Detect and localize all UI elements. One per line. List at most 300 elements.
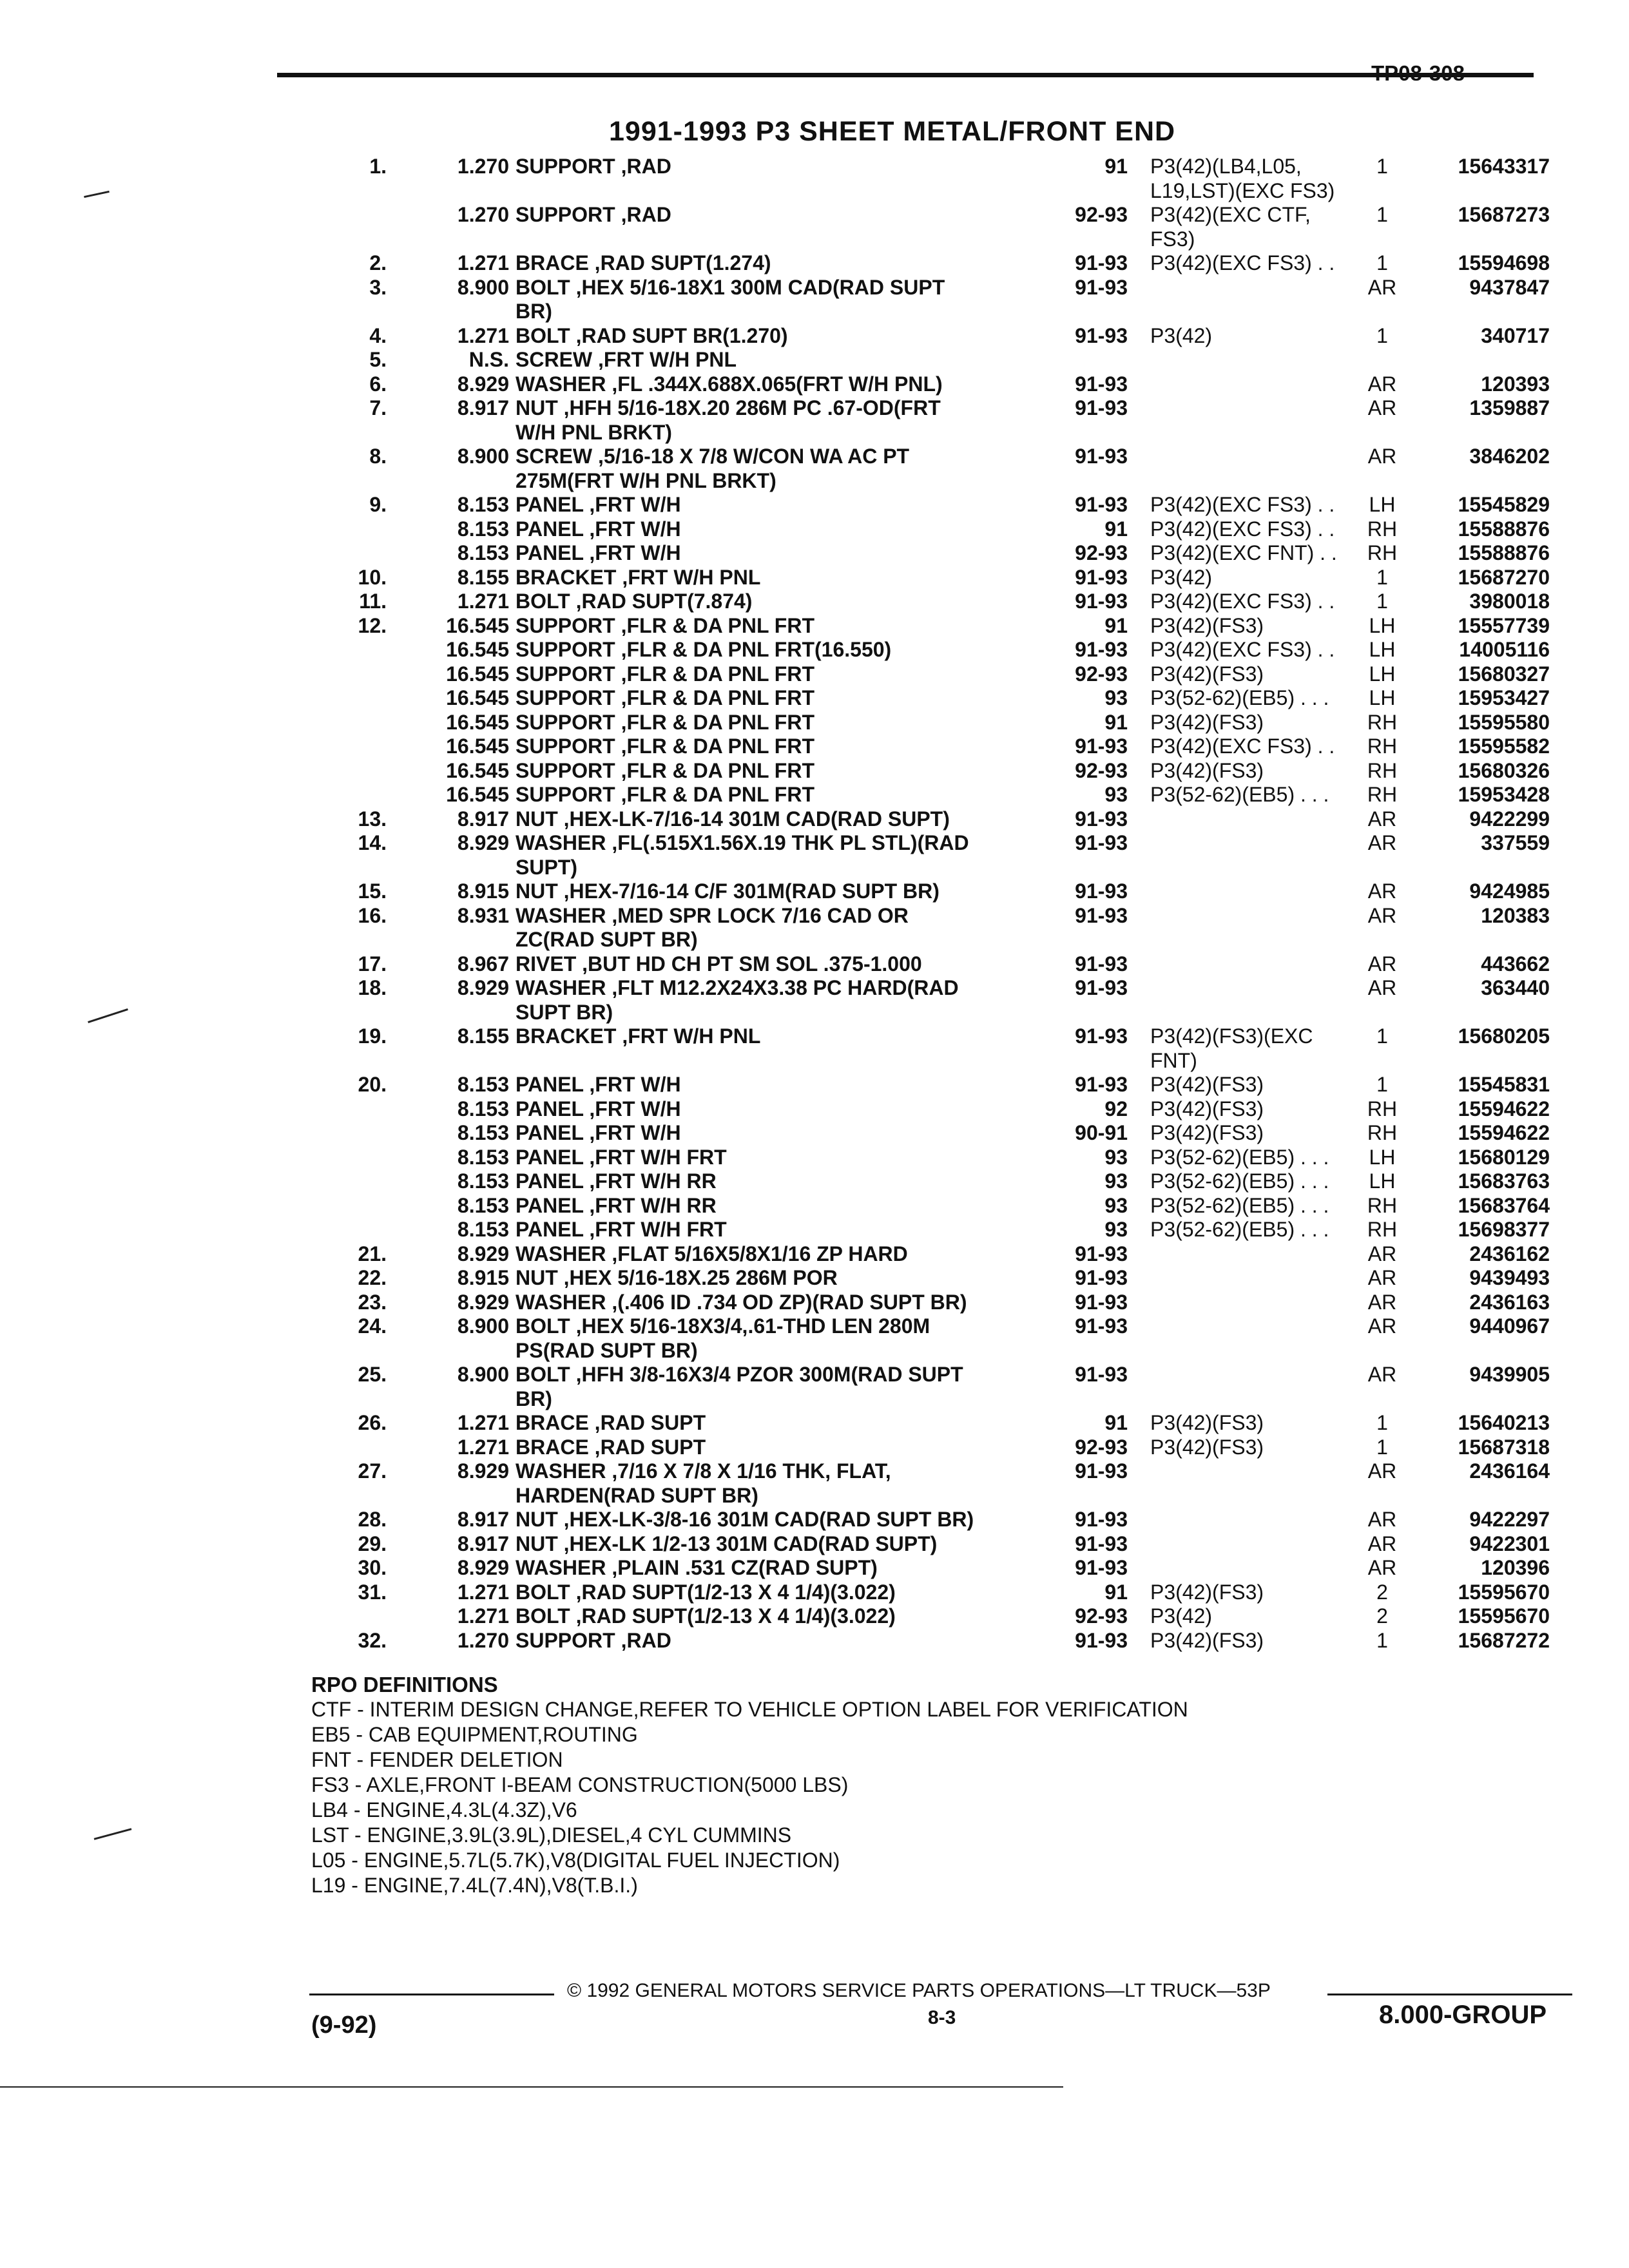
part-number: 15680205 bbox=[1458, 1024, 1550, 1048]
group-number: 8.929 bbox=[457, 1290, 509, 1314]
part-row bbox=[0, 1363, 1629, 1387]
part-description: NUT ,HEX-LK-7/16-14 301M CAD(RAD SUPT) bbox=[516, 807, 950, 831]
part-description: SUPPORT ,RAD bbox=[516, 155, 671, 178]
part-description: SUPPORT ,FLR & DA PNL FRT bbox=[516, 686, 815, 709]
group-number: 1.271 bbox=[457, 1580, 509, 1604]
quantity: RH bbox=[1367, 710, 1398, 734]
part-description: PANEL ,FRT W/H bbox=[516, 541, 681, 564]
part-row bbox=[0, 372, 1629, 397]
model-code: P3(42) bbox=[1150, 565, 1213, 589]
part-row bbox=[0, 1121, 1629, 1146]
part-row bbox=[0, 1532, 1629, 1557]
part-row bbox=[0, 1604, 1629, 1629]
part-number: 15687270 bbox=[1458, 565, 1550, 589]
part-row bbox=[0, 1339, 1629, 1363]
part-description: BOLT ,RAD SUPT(7.874) bbox=[516, 590, 753, 613]
part-description: PANEL ,FRT W/H bbox=[516, 517, 681, 541]
part-description: PANEL ,FRT W/H bbox=[516, 493, 681, 516]
quantity: LH bbox=[1369, 686, 1396, 709]
part-description: WASHER ,FLAT 5/16X5/8X1/16 ZP HARD bbox=[516, 1242, 908, 1265]
group-number: 8.900 bbox=[457, 1314, 509, 1338]
rpo-line: LST - ENGINE,3.9L(3.9L),DIESEL,4 CYL CUMMINS bbox=[311, 1823, 792, 1847]
quantity: LH bbox=[1369, 493, 1396, 516]
part-row bbox=[0, 1484, 1629, 1508]
ref-number: 26. bbox=[358, 1411, 387, 1434]
document-code: TP08-308 bbox=[1371, 61, 1465, 85]
model-years: 91-93 bbox=[1075, 831, 1128, 854]
part-description: BR) bbox=[516, 300, 552, 323]
date-code: (9-92) bbox=[311, 2012, 377, 2039]
model-code: P3(42)(FS3) bbox=[1150, 1580, 1264, 1604]
model-years: 91-93 bbox=[1075, 565, 1128, 589]
part-number: 15953428 bbox=[1458, 783, 1550, 806]
part-row bbox=[0, 759, 1629, 783]
part-description: PS(RAD SUPT BR) bbox=[516, 1338, 698, 1362]
part-row bbox=[0, 1459, 1629, 1484]
part-description: NUT ,HEX-LK-3/8-16 301M CAD(RAD SUPT BR) bbox=[516, 1508, 974, 1531]
part-description: NUT ,HFH 5/16-18X.20 286M PC .67-OD(FRT bbox=[516, 396, 941, 419]
part-row bbox=[0, 1194, 1629, 1218]
ref-number: 19. bbox=[358, 1024, 387, 1048]
part-description: PANEL ,FRT W/H bbox=[516, 1121, 681, 1144]
group-number: N.S. bbox=[468, 348, 509, 371]
group-number: 1.270 bbox=[457, 203, 509, 226]
part-description: WASHER ,(.406 ID .734 OD ZP)(RAD SUPT BR) bbox=[516, 1290, 967, 1314]
part-number: 15687318 bbox=[1458, 1435, 1550, 1459]
part-number: 15595580 bbox=[1458, 710, 1550, 734]
model-code: P3(52-62)(EB5) . . . bbox=[1150, 1169, 1329, 1193]
part-row bbox=[0, 614, 1629, 639]
ref-number: 7. bbox=[369, 396, 387, 419]
group-number: 8.915 bbox=[457, 1266, 509, 1289]
quantity: AR bbox=[1367, 1532, 1397, 1555]
model-years: 91-93 bbox=[1075, 976, 1128, 999]
part-row bbox=[0, 662, 1629, 687]
part-row bbox=[0, 856, 1629, 880]
group-number: 16.545 bbox=[446, 710, 509, 734]
part-description: BOLT ,RAD SUPT BR(1.270) bbox=[516, 323, 788, 347]
group-number: 16.545 bbox=[446, 735, 509, 758]
part-description: WASHER ,FL .344X.688X.065(FRT W/H PNL) bbox=[516, 372, 943, 396]
part-number: 9422301 bbox=[1469, 1532, 1550, 1555]
model-code: P3(42)(EXC CTF, bbox=[1150, 203, 1311, 226]
rpo-definitions bbox=[311, 1672, 1188, 1898]
part-row bbox=[0, 1218, 1629, 1242]
group-number: 1.271 bbox=[457, 1411, 509, 1434]
quantity: RH bbox=[1367, 1097, 1398, 1120]
group-number: 8.153 bbox=[457, 1097, 509, 1120]
part-number: 2436164 bbox=[1469, 1459, 1550, 1483]
part-description: NUT ,HEX 5/16-18X.25 286M POR bbox=[516, 1266, 838, 1289]
rpo-line: EB5 - CAB EQUIPMENT,ROUTING bbox=[311, 1723, 638, 1746]
part-number: 14005116 bbox=[1459, 638, 1550, 661]
ref-number: 31. bbox=[358, 1580, 387, 1604]
model-years: 93 bbox=[1104, 1145, 1128, 1169]
part-row bbox=[0, 276, 1629, 300]
ref-number: 25. bbox=[358, 1363, 387, 1386]
ref-number: 15. bbox=[358, 879, 387, 903]
model-code: P3(52-62)(EB5) . . . bbox=[1150, 1145, 1329, 1169]
part-description: NUT ,HEX-7/16-14 C/F 301M(RAD SUPT BR) bbox=[516, 879, 940, 903]
part-number: 15698377 bbox=[1458, 1218, 1550, 1241]
part-number: 443662 bbox=[1481, 952, 1550, 975]
part-row bbox=[0, 493, 1629, 517]
group-number: 8.900 bbox=[457, 445, 509, 468]
quantity: LH bbox=[1369, 613, 1396, 637]
model-code: P3(42)(EXC FS3) . . bbox=[1150, 735, 1335, 758]
model-years: 91-93 bbox=[1075, 493, 1128, 516]
part-row bbox=[0, 251, 1629, 276]
footer-rule-left bbox=[309, 1994, 554, 1995]
model-years: 90-91 bbox=[1075, 1121, 1128, 1144]
group-code: 8.000-GROUP bbox=[1379, 2001, 1547, 2029]
model-years: 92-93 bbox=[1075, 1604, 1128, 1628]
group-number: 8.929 bbox=[457, 1242, 509, 1265]
part-description: BR) bbox=[516, 1387, 552, 1410]
model-code: P3(42)(EXC FS3) . . bbox=[1150, 493, 1335, 516]
quantity: AR bbox=[1367, 275, 1397, 299]
part-description: BRACE ,RAD SUPT(1.274) bbox=[516, 251, 771, 274]
model-code: P3(42)(LB4,L05, bbox=[1150, 155, 1302, 178]
part-number: 3846202 bbox=[1469, 445, 1550, 468]
part-description: BOLT ,RAD SUPT(1/2-13 X 4 1/4)(3.022) bbox=[516, 1604, 896, 1628]
model-years: 91-93 bbox=[1075, 323, 1128, 347]
quantity: 1 bbox=[1376, 590, 1388, 613]
model-code: P3(42)(FS3) bbox=[1150, 758, 1264, 782]
part-description: W/H PNL BRKT) bbox=[516, 420, 672, 444]
model-years: 91-93 bbox=[1075, 372, 1128, 396]
part-row bbox=[0, 227, 1629, 252]
part-description: WASHER ,FL(.515X1.56X.19 THK PL STL)(RAD bbox=[516, 831, 969, 854]
part-number: 2436162 bbox=[1469, 1242, 1550, 1265]
group-number: 8.153 bbox=[457, 1193, 509, 1217]
part-row bbox=[0, 686, 1629, 711]
model-code: FNT) bbox=[1150, 1048, 1197, 1072]
quantity: AR bbox=[1367, 445, 1397, 468]
copyright-text: © 1992 GENERAL MOTORS SERVICE PARTS OPERATIONS—LT TRUCK—53P bbox=[567, 1980, 1271, 2001]
model-years: 93 bbox=[1104, 1169, 1128, 1193]
part-row bbox=[0, 155, 1629, 179]
group-number: 8.929 bbox=[457, 976, 509, 999]
part-number: 15595582 bbox=[1458, 735, 1550, 758]
part-number: 15594622 bbox=[1458, 1121, 1550, 1144]
part-number: 120383 bbox=[1481, 903, 1550, 927]
group-number: 1.270 bbox=[457, 155, 509, 178]
part-description: BRACKET ,FRT W/H PNL bbox=[516, 565, 761, 589]
ref-number: 32. bbox=[358, 1628, 387, 1652]
ref-number: 30. bbox=[358, 1556, 387, 1579]
quantity: 2 bbox=[1376, 1580, 1388, 1604]
part-row bbox=[0, 735, 1629, 759]
part-row bbox=[0, 1629, 1629, 1653]
part-row bbox=[0, 445, 1629, 469]
group-number: 16.545 bbox=[446, 638, 509, 661]
rpo-line: FS3 - AXLE,FRONT I-BEAM CONSTRUCTION(5000 LBS) bbox=[311, 1773, 849, 1796]
part-description: BOLT ,HEX 5/16-18X1 300M CAD(RAD SUPT bbox=[516, 275, 945, 299]
part-row bbox=[0, 1387, 1629, 1412]
model-years: 91 bbox=[1104, 613, 1128, 637]
model-years: 91-93 bbox=[1075, 1314, 1128, 1338]
group-number: 8.917 bbox=[457, 396, 509, 419]
part-number: 120393 bbox=[1481, 372, 1550, 396]
model-code: P3(42)(FS3) bbox=[1150, 662, 1264, 686]
part-row bbox=[0, 590, 1629, 614]
quantity: 1 bbox=[1376, 1411, 1388, 1434]
part-number: 15545831 bbox=[1458, 1073, 1550, 1096]
part-number: 9422297 bbox=[1469, 1508, 1550, 1531]
part-number: 15588876 bbox=[1458, 517, 1550, 541]
model-years: 91-93 bbox=[1075, 903, 1128, 927]
ref-number: 14. bbox=[358, 831, 387, 854]
ref-number: 10. bbox=[358, 565, 387, 589]
part-description: PANEL ,FRT W/H FRT bbox=[516, 1218, 727, 1241]
part-number: 15557739 bbox=[1458, 613, 1550, 637]
model-years: 91-93 bbox=[1075, 396, 1128, 419]
part-row bbox=[0, 976, 1629, 1001]
model-years: 91-93 bbox=[1075, 1459, 1128, 1483]
part-row bbox=[0, 1242, 1629, 1267]
part-number: 15594622 bbox=[1458, 1097, 1550, 1120]
model-code: P3(42)(FS3)(EXC bbox=[1150, 1024, 1313, 1048]
group-number: 8.917 bbox=[457, 1508, 509, 1531]
part-description: SUPPORT ,RAD bbox=[516, 203, 671, 226]
part-row bbox=[0, 1411, 1629, 1436]
part-row bbox=[0, 807, 1629, 832]
group-number: 8.155 bbox=[457, 1024, 509, 1048]
model-years: 92-93 bbox=[1075, 1435, 1128, 1459]
quantity: AR bbox=[1367, 372, 1397, 396]
part-number: 2436163 bbox=[1469, 1290, 1550, 1314]
parts-list bbox=[0, 155, 1629, 1653]
quantity: AR bbox=[1367, 1459, 1397, 1483]
group-number: 1.271 bbox=[457, 323, 509, 347]
quantity: AR bbox=[1367, 1314, 1397, 1338]
ref-number: 22. bbox=[358, 1266, 387, 1289]
model-years: 91-93 bbox=[1075, 1508, 1128, 1531]
page-number: 8-3 bbox=[928, 2007, 956, 2028]
quantity: 1 bbox=[1376, 1073, 1388, 1096]
model-code: P3(42)(FS3) bbox=[1150, 613, 1264, 637]
part-row bbox=[0, 203, 1629, 227]
ref-number: 28. bbox=[358, 1508, 387, 1531]
part-row bbox=[0, 1581, 1629, 1605]
part-number: 9422299 bbox=[1469, 807, 1550, 831]
quantity: AR bbox=[1367, 1266, 1397, 1289]
ref-number: 12. bbox=[358, 613, 387, 637]
part-row bbox=[0, 517, 1629, 542]
group-number: 8.929 bbox=[457, 831, 509, 854]
ref-number: 16. bbox=[358, 903, 387, 927]
group-number: 8.900 bbox=[457, 1363, 509, 1386]
group-number: 8.153 bbox=[457, 1218, 509, 1241]
group-number: 8.153 bbox=[457, 493, 509, 516]
quantity: AR bbox=[1367, 396, 1397, 419]
part-row bbox=[0, 1436, 1629, 1460]
rpo-line: L19 - ENGINE,7.4L(7.4N),V8(T.B.I.) bbox=[311, 1874, 638, 1897]
model-years: 91 bbox=[1104, 155, 1128, 178]
model-years: 93 bbox=[1104, 783, 1128, 806]
model-years: 91-93 bbox=[1075, 1532, 1128, 1555]
group-number: 8.153 bbox=[457, 1145, 509, 1169]
rpo-heading: RPO DEFINITIONS bbox=[311, 1673, 498, 1696]
model-years: 91 bbox=[1104, 1411, 1128, 1434]
quantity: 1 bbox=[1376, 251, 1388, 274]
quantity: LH bbox=[1369, 1145, 1396, 1169]
part-description: BOLT ,RAD SUPT(1/2-13 X 4 1/4)(3.022) bbox=[516, 1580, 896, 1604]
model-years: 91-93 bbox=[1075, 251, 1128, 274]
model-code: P3(42)(EXC FS3) . . bbox=[1150, 638, 1335, 661]
part-number: 340717 bbox=[1481, 323, 1550, 347]
quantity: 1 bbox=[1376, 1435, 1388, 1459]
quantity: AR bbox=[1367, 1556, 1397, 1579]
model-years: 93 bbox=[1104, 1193, 1128, 1217]
model-years: 92 bbox=[1104, 1097, 1128, 1120]
quantity: 1 bbox=[1376, 1024, 1388, 1048]
quantity: 2 bbox=[1376, 1604, 1388, 1628]
part-number: 15687272 bbox=[1458, 1628, 1550, 1652]
quantity: RH bbox=[1367, 758, 1398, 782]
group-number: 8.929 bbox=[457, 372, 509, 396]
quantity: 1 bbox=[1376, 1628, 1388, 1652]
part-number: 15640213 bbox=[1458, 1411, 1550, 1434]
ref-number: 20. bbox=[358, 1073, 387, 1096]
model-code: P3(42)(FS3) bbox=[1150, 1628, 1264, 1652]
part-row bbox=[0, 879, 1629, 904]
part-description: PANEL ,FRT W/H bbox=[516, 1097, 681, 1120]
part-row bbox=[0, 783, 1629, 807]
quantity: AR bbox=[1367, 831, 1397, 854]
part-description: SUPPORT ,FLR & DA PNL FRT bbox=[516, 613, 815, 637]
part-description: BOLT ,HFH 3/8-16X3/4 PZOR 300M(RAD SUPT bbox=[516, 1363, 963, 1386]
part-number: 15545829 bbox=[1458, 493, 1550, 516]
part-description: BOLT ,HEX 5/16-18X3/4,.61-THD LEN 280M bbox=[516, 1314, 930, 1338]
group-number: 8.153 bbox=[457, 1073, 509, 1096]
rpo-line: LB4 - ENGINE,4.3L(4.3Z),V6 bbox=[311, 1798, 577, 1821]
ref-number: 24. bbox=[358, 1314, 387, 1338]
part-description: WASHER ,MED SPR LOCK 7/16 CAD OR bbox=[516, 903, 909, 927]
quantity: 1 bbox=[1376, 155, 1388, 178]
model-code: P3(42)(FS3) bbox=[1150, 1435, 1264, 1459]
model-years: 91-93 bbox=[1075, 879, 1128, 903]
model-years: 91-93 bbox=[1075, 1556, 1128, 1579]
quantity: AR bbox=[1367, 1508, 1397, 1531]
part-number: 363440 bbox=[1481, 976, 1550, 999]
group-number: 8.153 bbox=[457, 1121, 509, 1144]
part-description: PANEL ,FRT W/H RR bbox=[516, 1193, 717, 1217]
part-row bbox=[0, 541, 1629, 566]
model-years: 91 bbox=[1104, 1580, 1128, 1604]
quantity: AR bbox=[1367, 1242, 1397, 1265]
part-number: 15680129 bbox=[1458, 1145, 1550, 1169]
part-description: BRACE ,RAD SUPT bbox=[516, 1435, 706, 1459]
group-number: 8.931 bbox=[457, 903, 509, 927]
part-row bbox=[0, 396, 1629, 421]
group-number: 16.545 bbox=[446, 758, 509, 782]
rpo-line: FNT - FENDER DELETION bbox=[311, 1748, 563, 1771]
model-code: P3(42) bbox=[1150, 1604, 1213, 1628]
scan-mark bbox=[94, 1828, 132, 1840]
part-description: WASHER ,PLAIN .531 CZ(RAD SUPT) bbox=[516, 1556, 878, 1579]
model-code: P3(42)(FS3) bbox=[1150, 1073, 1264, 1096]
quantity: RH bbox=[1367, 1193, 1398, 1217]
part-row bbox=[0, 421, 1629, 445]
model-years: 92-93 bbox=[1075, 203, 1128, 226]
scan-edge-line bbox=[0, 2086, 1063, 2088]
quantity: LH bbox=[1369, 638, 1396, 661]
model-years: 91-93 bbox=[1075, 807, 1128, 831]
quantity: RH bbox=[1367, 1121, 1398, 1144]
part-description: WASHER ,7/16 X 7/8 X 1/16 THK, FLAT, bbox=[516, 1459, 891, 1483]
part-description: PANEL ,FRT W/H RR bbox=[516, 1169, 717, 1193]
part-number: 120396 bbox=[1481, 1556, 1550, 1579]
model-code: P3(42)(FS3) bbox=[1150, 710, 1264, 734]
part-row bbox=[0, 1169, 1629, 1194]
part-row bbox=[0, 300, 1629, 324]
model-years: 91-93 bbox=[1075, 1363, 1128, 1386]
part-description: SUPPORT ,RAD bbox=[516, 1628, 671, 1652]
part-number: 9439905 bbox=[1469, 1363, 1550, 1386]
model-years: 91 bbox=[1104, 710, 1128, 734]
part-row bbox=[0, 831, 1629, 856]
part-number: 9439493 bbox=[1469, 1266, 1550, 1289]
model-years: 91-93 bbox=[1075, 638, 1128, 661]
model-years: 91 bbox=[1104, 517, 1128, 541]
part-row bbox=[0, 1508, 1629, 1532]
ref-number: 1. bbox=[369, 155, 387, 178]
group-number: 8.929 bbox=[457, 1556, 509, 1579]
model-years: 93 bbox=[1104, 1218, 1128, 1241]
group-number: 1.271 bbox=[457, 251, 509, 274]
quantity: LH bbox=[1369, 1169, 1396, 1193]
quantity: AR bbox=[1367, 1363, 1397, 1386]
part-number: 15687273 bbox=[1458, 203, 1550, 226]
part-description: HARDEN(RAD SUPT BR) bbox=[516, 1483, 758, 1507]
part-row bbox=[0, 1001, 1629, 1025]
footer-rule-right bbox=[1327, 1994, 1572, 1995]
part-row bbox=[0, 638, 1629, 662]
quantity: RH bbox=[1367, 541, 1398, 564]
part-number: 9424985 bbox=[1469, 879, 1550, 903]
ref-number: 18. bbox=[358, 976, 387, 999]
model-years: 91-93 bbox=[1075, 1628, 1128, 1652]
group-number: 1.271 bbox=[457, 1604, 509, 1628]
model-code: P3(42)(EXC FS3) . . bbox=[1150, 251, 1335, 274]
ref-number: 5. bbox=[369, 348, 387, 371]
part-row bbox=[0, 469, 1629, 494]
quantity: AR bbox=[1367, 903, 1397, 927]
group-number: 16.545 bbox=[446, 686, 509, 709]
part-number: 15594698 bbox=[1458, 251, 1550, 274]
quantity: 1 bbox=[1376, 323, 1388, 347]
part-number: 3980018 bbox=[1469, 590, 1550, 613]
ref-number: 23. bbox=[358, 1290, 387, 1314]
quantity: AR bbox=[1367, 879, 1397, 903]
model-code: P3(42)(FS3) bbox=[1150, 1411, 1264, 1434]
part-number: 15595670 bbox=[1458, 1580, 1550, 1604]
part-number: 15680327 bbox=[1458, 662, 1550, 686]
model-years: 91-93 bbox=[1075, 1266, 1128, 1289]
model-code: P3(42)(EXC FS3) . . bbox=[1150, 517, 1335, 541]
part-description: BRACE ,RAD SUPT bbox=[516, 1411, 706, 1434]
part-description: WASHER ,FLT M12.2X24X3.38 PC HARD(RAD bbox=[516, 976, 959, 999]
group-number: 16.545 bbox=[446, 613, 509, 637]
quantity: AR bbox=[1367, 952, 1397, 975]
part-number: 15683764 bbox=[1458, 1193, 1550, 1217]
part-description: PANEL ,FRT W/H FRT bbox=[516, 1145, 727, 1169]
model-code: P3(42)(EXC FNT) . . bbox=[1150, 541, 1337, 564]
part-number: 9440967 bbox=[1469, 1314, 1550, 1338]
quantity: 1 bbox=[1376, 203, 1388, 226]
